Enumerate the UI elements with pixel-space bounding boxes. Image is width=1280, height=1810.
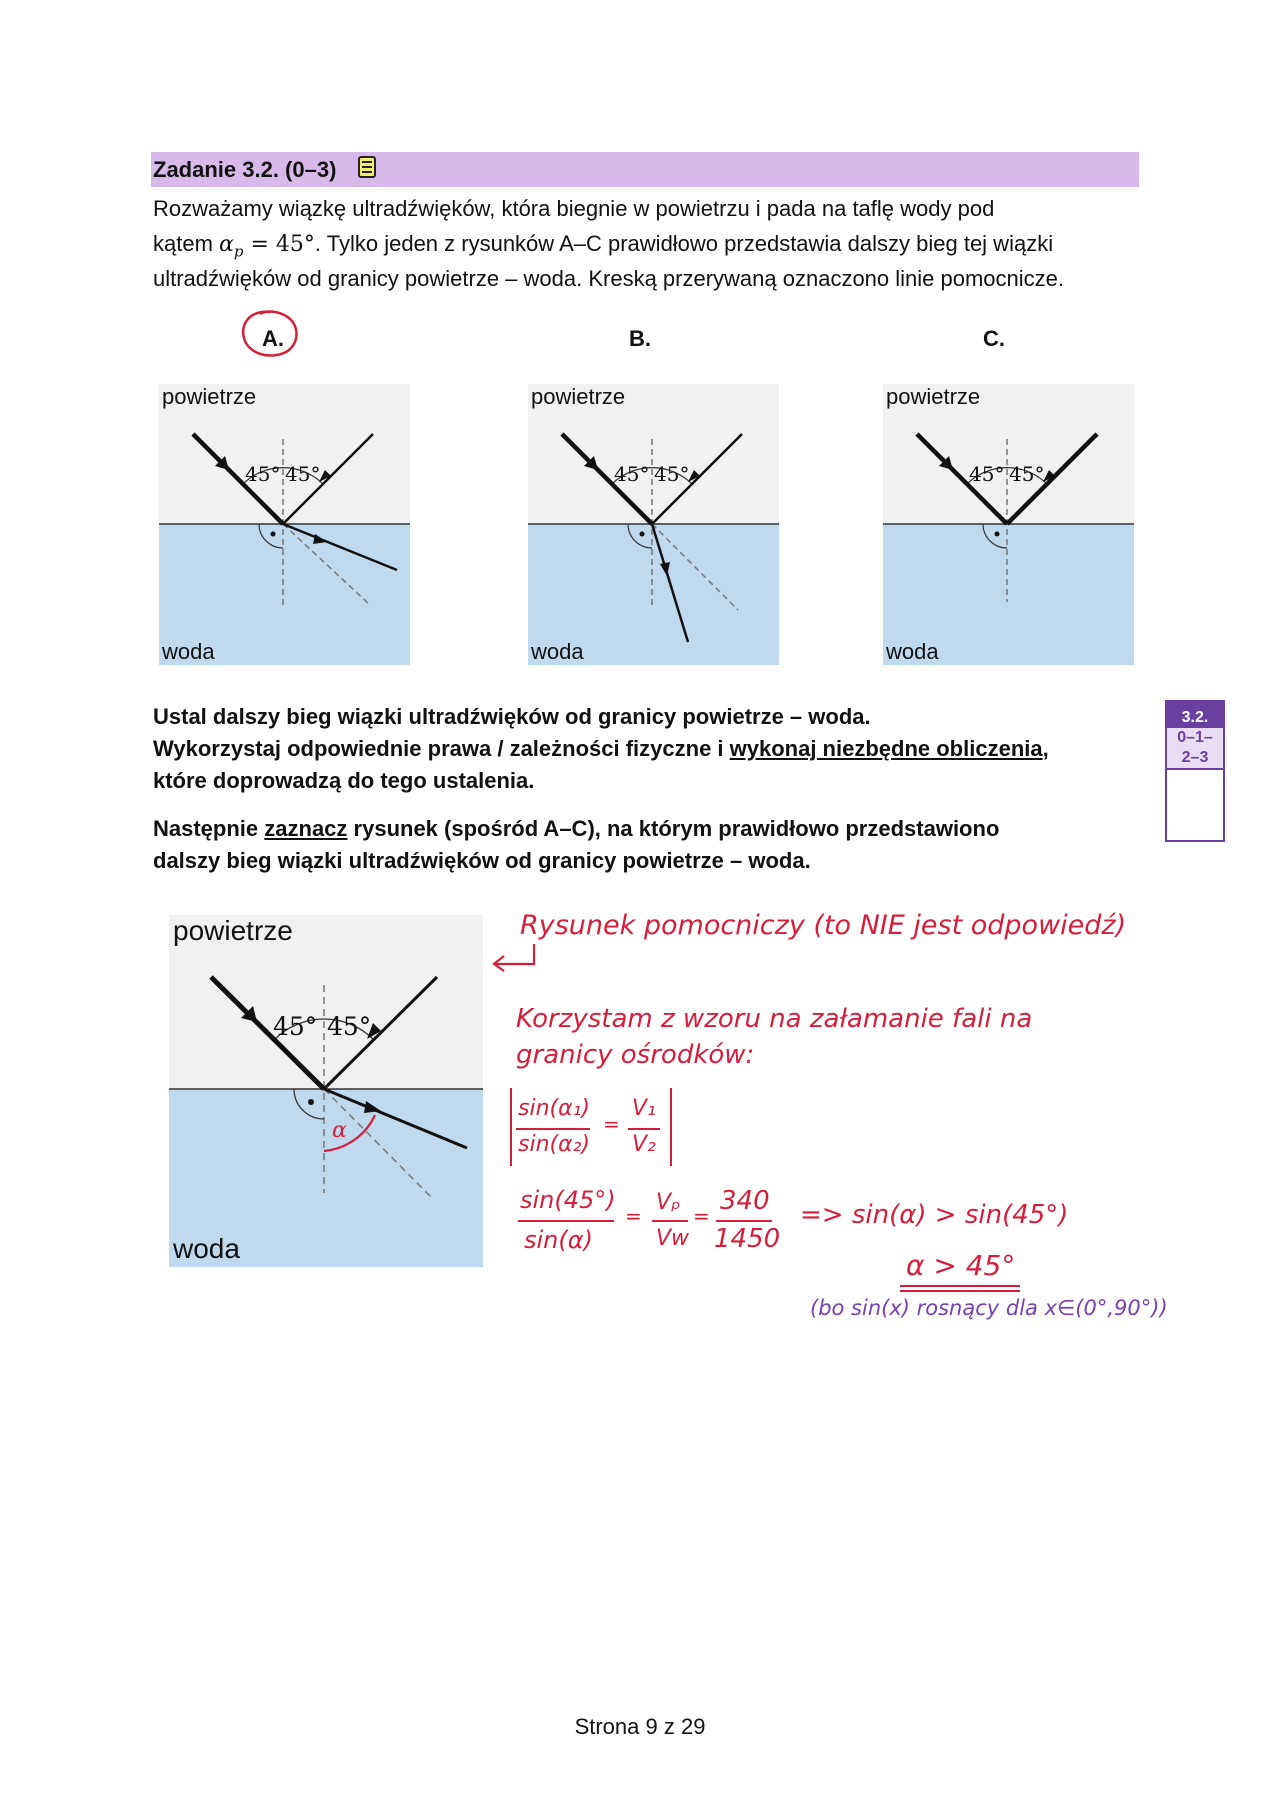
- intro-line-3: ultradźwięków od granicy powietrze – woda. Kreską przerywaną oznaczono linie pomocnicze.: [153, 266, 1065, 291]
- instruction-line-2: Wykorzystaj odpowiednie prawa / zależności fizyczne i wykonaj niezbędne obliczenia,: [153, 736, 1049, 761]
- page-number: Strona 9 z 29: [574, 1714, 706, 1739]
- score-id: 3.2.: [1167, 702, 1223, 728]
- instruction-line-4: Następnie zaznacz rysunek (spośród A–C), na którym prawidłowo przedstawiono: [153, 816, 1000, 841]
- handwritten-line-1: Korzystam z wzoru na załamanie fali na: [516, 1004, 1033, 1034]
- calculator-icon: [358, 156, 376, 178]
- option-a-water-label: woda: [162, 639, 215, 664]
- helper-water-label: woda: [173, 1233, 240, 1264]
- option-b-angle-left: 45°: [614, 462, 650, 486]
- formula-1-bar-left: [516, 1128, 590, 1130]
- helper-figure: [169, 915, 483, 1267]
- option-b-figure[interactable]: [528, 384, 779, 665]
- helper-alpha: α: [332, 1118, 347, 1143]
- result: α > 45°: [906, 1249, 1016, 1282]
- red-circle-mark: [236, 306, 304, 364]
- intro-line-1: Rozważamy wiązkę ultradźwięków, która biegnie w powietrzu i pada na taflę wody pod: [153, 196, 995, 221]
- option-a-angle-right: 45°: [285, 462, 321, 486]
- option-a-angle-left: 45°: [245, 462, 281, 486]
- formula-1-lhs-den: sin(α₂): [518, 1132, 591, 1157]
- option-b-label[interactable]: B.: [629, 326, 651, 351]
- instruction-line-3: które doprowadzą do tego ustalenia.: [153, 768, 535, 793]
- formula-2-val-den: 1450: [714, 1224, 781, 1254]
- result-underline-2: [900, 1290, 1020, 1292]
- option-b-air-label: powietrze: [531, 384, 626, 409]
- helper-air-label: powietrze: [173, 915, 293, 946]
- option-c-diagram: [883, 384, 1134, 665]
- formula-2-bar-3: [716, 1220, 772, 1222]
- formula-2-num: sin(45°): [520, 1186, 616, 1214]
- formula-1-lhs-num: sin(α₁): [518, 1096, 591, 1121]
- task-title: Zadanie 3.2. (0–3): [153, 157, 337, 182]
- option-c-water-label: woda: [886, 639, 939, 664]
- result-underline-1: [900, 1285, 1020, 1287]
- formula-2-v-den: Vw: [656, 1226, 690, 1251]
- formula-2-bar-2: [652, 1220, 688, 1222]
- helper-diagram: [169, 915, 483, 1267]
- option-b-diagram: [528, 384, 779, 665]
- helper-angle-left: 45°: [273, 1012, 318, 1041]
- option-a-figure[interactable]: [159, 384, 410, 665]
- arrow-left-icon: [490, 942, 538, 974]
- score-box[interactable]: [1165, 700, 1225, 842]
- score-range-1: 0–1–: [1167, 728, 1223, 748]
- option-c-angle-right: 45°: [1009, 462, 1045, 486]
- score-range-2: 2–3: [1167, 748, 1223, 768]
- instruction-line-1: Ustal dalszy bieg wiązki ultradźwięków od granicy powietrze – woda.: [153, 704, 871, 729]
- option-a-label[interactable]: A.: [262, 326, 284, 351]
- formula-1-rhs-num: V₁: [632, 1096, 656, 1121]
- reason: (bo sin(x) rosnący dla x∈(0°,90°)): [810, 1296, 1168, 1320]
- formula-2-v-num: Vₚ: [656, 1190, 681, 1215]
- option-b-angle-right: 45°: [654, 462, 690, 486]
- option-c-label[interactable]: C.: [983, 326, 1005, 351]
- formula-1-rhs-den: V₂: [632, 1132, 656, 1157]
- helper-angle-right: 45°: [327, 1012, 372, 1041]
- option-a-diagram: [159, 384, 410, 665]
- option-c-angle-left: 45°: [969, 462, 1005, 486]
- formula-1-bar-right: [628, 1128, 660, 1130]
- formula-2-val-num: 340: [720, 1186, 770, 1216]
- option-c-air-label: powietrze: [886, 384, 981, 409]
- option-b-water-label: woda: [531, 639, 584, 664]
- implication: => sin(α) > sin(45°): [800, 1200, 1069, 1230]
- instruction-line-5: dalszy bieg wiązki ultradźwięków od granicy powietrze – woda.: [153, 848, 811, 873]
- option-a-air-label: powietrze: [162, 384, 257, 409]
- option-c-figure[interactable]: [883, 384, 1134, 665]
- handwritten-line-2: granicy ośrodków:: [516, 1040, 755, 1070]
- handwritten-note: Rysunek pomocniczy (to NIE jest odpowiedź): [520, 910, 1127, 941]
- formula-2-bar-1: [518, 1220, 614, 1222]
- formula-2-den: sin(α): [524, 1226, 593, 1254]
- alpha-symbol: α: [219, 232, 234, 257]
- intro-line-2: kątem $\alpha_p = 45^\circ$. Tylko jeden z rysunków A–C prawidłowo przedstawia dalszy bieg tej wiązki: [153, 231, 1054, 261]
